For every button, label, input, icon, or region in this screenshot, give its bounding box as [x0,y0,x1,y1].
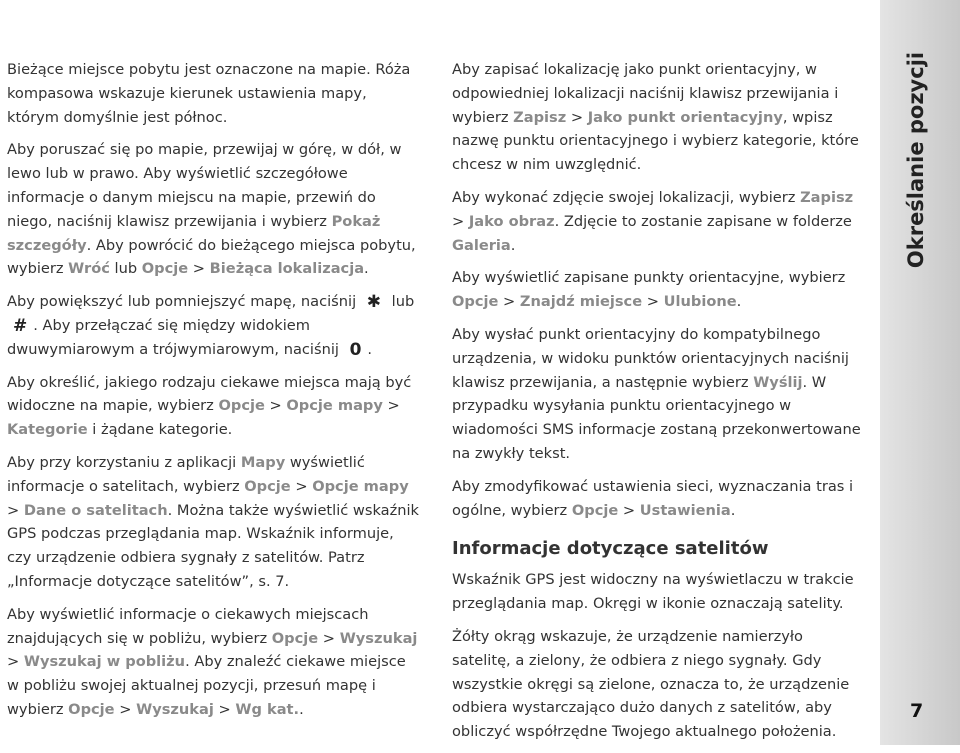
keyword-options: Opcje [571,501,619,519]
keyword-categories: Kategorie [7,421,88,439]
paragraph-zoom: Aby powiększyć lub pomniejszyć mapę, naciśnij ✱ lub # . Aby przełączać się między widokiem dwuwymiarowym a trójwymiarowym, naciśnij 0 . [7,292,415,360]
keyword-as-landmark: Jako punkt orientacyjny [587,108,783,126]
keyword-options: Opcje [68,700,115,718]
keyword-by-category: Wg kat. [235,700,300,718]
zero-key-icon: 0 [349,339,362,360]
chapter-title: Określanie pozycji [904,51,928,269]
keyword-gallery: Galeria [452,236,511,254]
keyword-search: Wyszukaj [136,700,214,718]
keyword-search-nearby: Wyszukaj w pobliżu [23,653,186,671]
keyword-maps: Mapy [240,453,286,471]
star-key-icon: ✱ [366,292,382,313]
keyword-save: Zapisz [800,188,854,206]
keyword-back: Wróć [68,260,110,278]
paragraph-satellite-circles: Żółty okrąg wskazuje, że urządzenie namierzyło satelitę, a zielony, że odbiera z niego sygnały. Gdy wszystkie okręgi są zielone, oznacza to, że urządzenie odbiera wystarczająco dużo danych z satelitów, aby obliczyć współrzędne Twojego aktualnego położenia. [452,627,850,741]
keyword-map-options: Opcje mapy [286,397,383,415]
keyword-satellite-data: Dane o satelitach [23,501,168,519]
paragraph-categories: Aby określić, jakiego rodzaju ciekawe miejsca mają być widoczne na mapie, wybierz Opcje > Opcje mapy > Kategorie i żądane kategorie. [7,373,412,439]
keyword-options: Opcje [244,477,291,495]
section-heading-satellite-info: Informacje dotyczące satelitów [452,538,769,560]
paragraph-nearby-places: Aby wyświetlić informacje o ciekawych miejscach znajdujących się w pobliżu, wybierz Opcje > Wyszukaj > Wyszukaj w pobliżu. Aby znaleźć ciekawe miejsce w pobliżu swojej aktualnej pozycji, przesuń mapę i wybierz Opcje > Wyszukaj > Wg kat.. [7,605,418,718]
keyword-favourites: Ulubione [663,293,737,311]
page-number: 7 [910,700,924,722]
keyword-options: Opcje [141,260,189,278]
keyword-as-image: Jako obraz [468,212,555,230]
paragraph-view-landmarks: Aby wyświetlić zapisane punkty orientacyjne, wybierz Opcje > Znajdź miejsce > Ulubione. [452,269,846,311]
right-column [452,58,864,753]
paragraph-save-landmark: Aby zapisać lokalizację jako punkt orientacyjny, w odpowiedniej lokalizacji naciśnij klawisz przewijania i wybierz Zapisz > Jako punkt orientacyjny, wpisz nazwę punktu orientacyjnego i wybierz kategorie, które chcesz w nim uwzględnić. [452,61,859,174]
keyword-show-details: Pokaż szczegóły [7,212,381,254]
paragraph-gps-indicator: Wskaźnik GPS jest widoczny na wyświetlaczu w trakcie przeglądania map. Okręgi w ikonie oznaczają satelity. [452,571,854,613]
left-column [7,58,422,731]
keyword-settings: Ustawienia [639,501,731,519]
keyword-current-location: Bieżąca lokalizacja [209,260,365,278]
chapter-tab [896,40,936,280]
paragraph-satellite-info: Aby przy korzystaniu z aplikacji Mapy wyświetlić informacje o satelitach, wybierz Opcje > Opcje mapy > Dane o satelitach. Można także wyświetlić wskaźnik GPS podczas przeglądania map. Wskaźnik informuje, czy urządzenie odbiera sygnały z satelitów. Patrz „Informacje dotyczące satelitów”, s. 7. [7,453,420,590]
keyword-find-place: Znajdź miejsce [519,293,643,311]
paragraph-send-landmark: Aby wysłać punkt orientacyjny do kompatybilnego urządzenia, w widoku punktów orientacyjnych naciśnij klawisz przewijania, a następnie wybierz Wyślij. W przypadku wysyłania punktu orientacyjnego w wiadomości SMS informacje zostaną przekonwertowane na zwykły tekst. [452,325,861,462]
paragraph-map-navigation: Aby poruszać się po mapie, przewijaj w górę, w dół, w lewo lub w prawo. Aby wyświetlić szczegółowe informacje o danym miejscu na mapie, przewiń do niego, naciśnij klawisz przewijania i wybierz Pokaż szczegóły. Aby powrócić do bieżącego miejsca pobytu, wybierz Wróć lub Opcje > Bieżąca lokalizacja. [7,141,416,278]
keyword-save: Zapisz [513,108,567,126]
keyword-options: Opcje [218,397,265,415]
keyword-search: Wyszukaj [339,629,418,647]
keyword-options: Opcje [452,293,499,311]
chapter-sidebar [880,0,960,745]
keyword-map-options: Opcje mapy [312,477,409,495]
keyword-options: Opcje [271,629,319,647]
paragraph-settings: Aby zmodyfikować ustawienia sieci, wyznaczania tras i ogólne, wybierz Opcje > Ustawienia. [452,477,854,519]
keyword-send: Wyślij [753,373,803,391]
paragraph-map-position: Bieżące miejsce pobytu jest oznaczone na mapie. Róża kompasowa wskazuje kierunek ustawienia mapy, którym domyślnie jest północ. [7,61,411,126]
paragraph-save-image: Aby wykonać zdjęcie swojej lokalizacji, wybierz Zapisz > Jako obraz. Zdjęcie to zostanie zapisane w folderze Galeria. [452,188,854,254]
hash-key-icon: # [13,315,28,336]
